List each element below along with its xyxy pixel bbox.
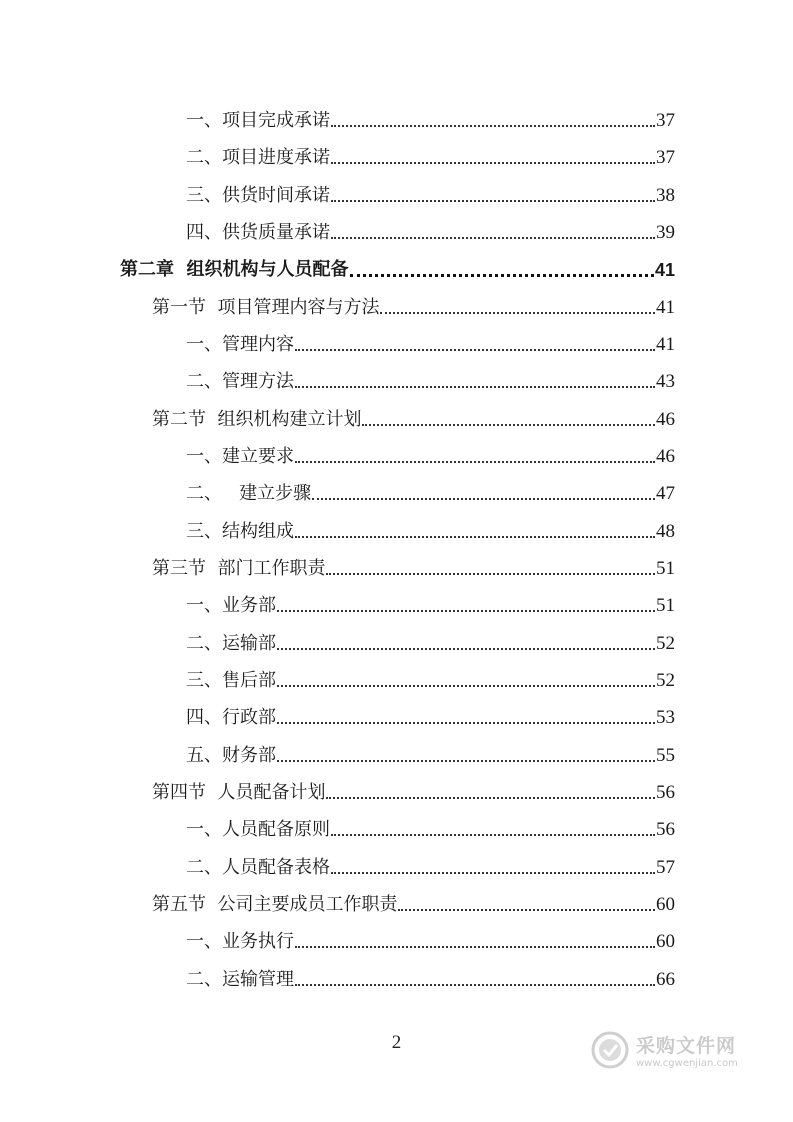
toc-entry-page: 39 — [656, 222, 675, 243]
toc-entry-label: 二、项目进度承诺 — [186, 147, 330, 168]
toc-entry-page: 41 — [656, 297, 675, 318]
toc-entry-label: 三、售后部 — [186, 670, 276, 691]
toc-section-entry[interactable] — [152, 890, 675, 916]
toc-entry[interactable] — [186, 106, 675, 132]
toc-entry-label: 一、项目完成承诺 — [186, 110, 330, 131]
toc-entry-page: 37 — [656, 147, 675, 168]
dot-leader — [331, 237, 655, 239]
dot-leader — [277, 610, 655, 612]
dot-leader — [326, 573, 655, 575]
toc-chapter-entry[interactable] — [120, 255, 675, 281]
dot-leader — [277, 685, 655, 687]
watermark-url: www.cgwenjian.com — [636, 1058, 738, 1069]
page-number: 2 — [391, 1032, 402, 1053]
toc-entry[interactable] — [186, 741, 675, 767]
dot-leader — [277, 722, 655, 724]
dot-leader — [277, 760, 655, 762]
toc-entry-label: 四、供货质量承诺 — [186, 222, 330, 243]
toc-entry-page: 56 — [656, 782, 675, 803]
toc-section-entry[interactable] — [152, 405, 675, 431]
toc-entry-page: 37 — [656, 110, 675, 131]
toc-entry-label: 一、业务执行 — [186, 931, 294, 952]
toc-entry-page: 46 — [656, 446, 675, 467]
toc-entry-label: 一、人员配备原则 — [186, 819, 330, 840]
toc-entry[interactable] — [186, 853, 675, 879]
toc-entry-page: 38 — [656, 185, 675, 206]
toc-entry[interactable] — [186, 442, 675, 468]
toc-entry[interactable] — [186, 181, 675, 207]
toc-entry-label: 二、管理方法 — [186, 371, 294, 392]
dot-leader — [295, 946, 655, 948]
toc-entry-page: 66 — [656, 969, 675, 990]
dot-leader — [312, 498, 655, 500]
toc-entry-label: 第二章 组织机构与人员配备 — [120, 259, 349, 280]
dot-leader — [362, 424, 655, 426]
toc-entry-page: 47 — [656, 483, 675, 504]
toc-entry-label: 一、业务部 — [186, 595, 276, 616]
toc-entry-label: 第三节 部门工作职责 — [152, 558, 326, 579]
toc-entry-page: 57 — [656, 857, 675, 878]
toc-entry-label: 四、行政部 — [186, 707, 276, 728]
toc-entry-label: 第一节 项目管理内容与方法 — [152, 297, 380, 318]
toc-section-entry[interactable] — [152, 778, 675, 804]
toc-entry[interactable] — [186, 629, 675, 655]
toc-entry[interactable] — [186, 703, 675, 729]
toc-entry-page: 56 — [656, 819, 675, 840]
dot-leader — [331, 200, 655, 202]
toc-entry[interactable] — [186, 517, 675, 543]
toc-entry-label: 二、 建立步骤 — [186, 483, 312, 504]
toc-entry-page: 41 — [656, 334, 675, 355]
watermark-title: 采购文件网 — [636, 1035, 737, 1057]
toc-entry-page: 43 — [656, 371, 675, 392]
toc-entry-label: 一、管理内容 — [186, 334, 294, 355]
toc-entry-page: 46 — [656, 409, 675, 430]
toc-entry-page: 55 — [656, 745, 675, 766]
dot-leader — [398, 909, 655, 911]
toc-entry[interactable] — [186, 815, 675, 841]
toc-entry[interactable] — [186, 330, 675, 356]
dot-leader — [277, 648, 655, 650]
toc-entry-page: 51 — [656, 558, 675, 579]
dot-leader — [295, 386, 655, 388]
dot-leader — [331, 162, 655, 164]
dot-leader — [350, 274, 654, 277]
toc-entry-label: 二、运输管理 — [186, 969, 294, 990]
toc-entry[interactable] — [186, 218, 675, 244]
dot-leader — [295, 461, 655, 463]
dot-leader — [295, 349, 655, 351]
toc-entry[interactable] — [186, 367, 675, 393]
toc-entry-page: 52 — [656, 633, 675, 654]
toc-entry-label: 第五节 公司主要成员工作职责 — [152, 894, 398, 915]
dot-leader — [331, 834, 655, 836]
toc-entry[interactable] — [186, 927, 675, 953]
toc-entry-page: 51 — [656, 595, 675, 616]
toc-entry-page: 60 — [656, 894, 675, 915]
toc-entry-label: 一、建立要求 — [186, 446, 294, 467]
toc-section-entry[interactable] — [152, 554, 675, 580]
dot-leader — [331, 872, 655, 874]
toc-entry-page: 48 — [656, 521, 675, 542]
toc-entry[interactable] — [186, 666, 675, 692]
toc-entry-page: 53 — [656, 707, 675, 728]
toc-entry[interactable] — [186, 965, 675, 991]
toc-entry-label: 第四节 人员配备计划 — [152, 782, 326, 803]
dot-leader — [326, 797, 655, 799]
logo-icon — [590, 1030, 630, 1070]
watermark — [590, 1026, 760, 1074]
toc-entry-label: 三、供货时间承诺 — [186, 185, 330, 206]
dot-leader — [295, 984, 655, 986]
toc-entry[interactable] — [186, 479, 675, 505]
toc-entry-label: 三、结构组成 — [186, 521, 294, 542]
toc-entry-label: 二、人员配备表格 — [186, 857, 330, 878]
toc-entry[interactable] — [186, 143, 675, 169]
dot-leader — [331, 125, 655, 127]
dot-leader — [380, 312, 655, 314]
toc-entry-page: 52 — [656, 670, 675, 691]
watermark-text — [636, 1031, 738, 1069]
toc-entry[interactable] — [186, 591, 675, 617]
toc-entry-label: 第二节 组织机构建立计划 — [152, 409, 362, 430]
dot-leader — [295, 536, 655, 538]
toc-entry-page: 60 — [656, 931, 675, 952]
toc-section-entry[interactable] — [152, 293, 675, 319]
toc-entry-label: 五、财务部 — [186, 745, 276, 766]
toc-entry-label: 二、运输部 — [186, 633, 276, 654]
toc-entry-page: 41 — [654, 260, 675, 280]
